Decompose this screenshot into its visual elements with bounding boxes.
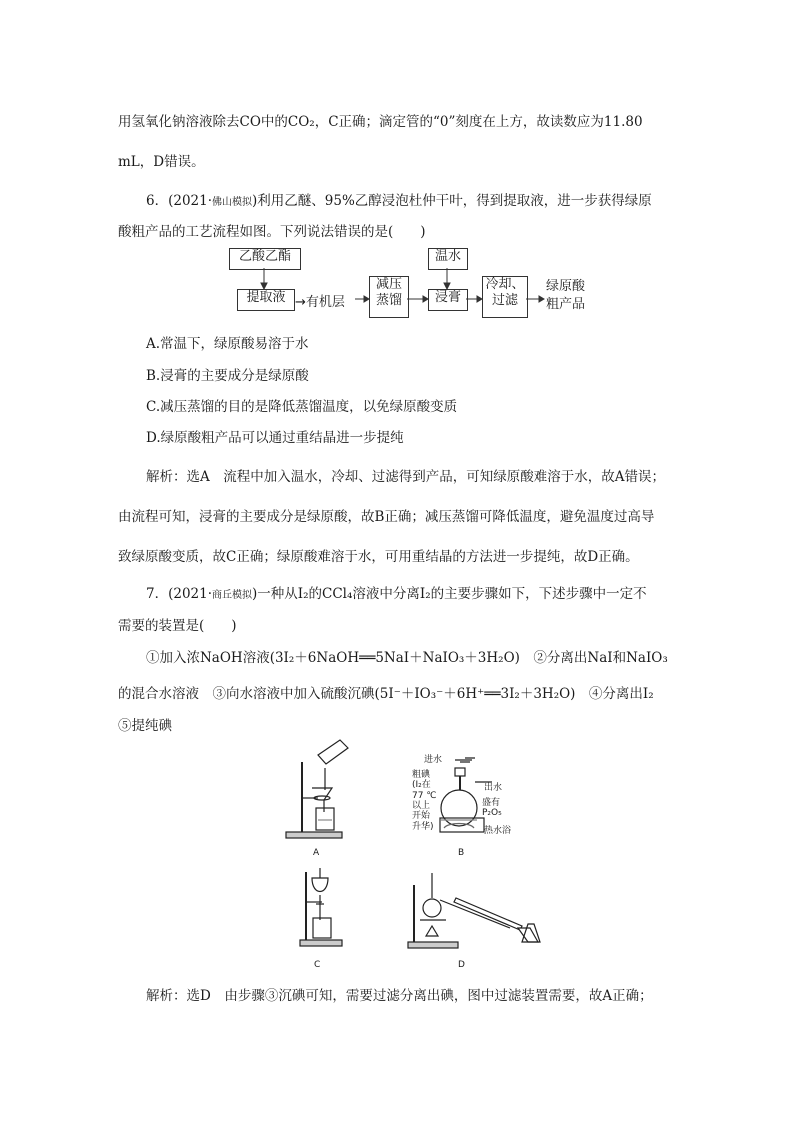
question-number: 7．(2021·	[146, 586, 213, 602]
question-6-stem-line-2: 酸粗产品的工艺流程如图。下列说法错误的是( )	[118, 224, 426, 240]
label-line: 77 ℃	[412, 790, 437, 801]
option-b: B.浸膏的主要成分是绿原酸	[146, 368, 309, 384]
question-source: 佛山模拟	[212, 197, 253, 208]
question-source: 商丘模拟	[212, 590, 253, 601]
label-line: 以上	[412, 801, 431, 812]
flow-box-ethyl-acetate: 乙酸乙酯	[229, 248, 301, 270]
question-7-stem-line-2: 需要的装置是( )	[118, 618, 237, 634]
apparatus-label-b: B	[458, 848, 465, 858]
label-line: P₂O₅	[482, 808, 502, 819]
text-line: mL，D错误。	[118, 154, 205, 170]
label-line: (I₂在	[412, 780, 431, 791]
text-line: 用氢氧化钠溶液除去CO中的CO₂，C正确；滴定管的“0”刻度在上方，故读数应为11.80	[118, 114, 643, 130]
option-d: D.绿原酸粗产品可以通过重结晶进一步提纯	[146, 430, 404, 446]
question-text: )利用乙醚、95%乙醇浸泡杜仲干叶，得到提取液，进一步获得绿原	[252, 193, 652, 209]
flow-box-paste: 浸膏	[428, 289, 468, 311]
flow-box-line: 冷却、	[485, 277, 525, 292]
step-line: ①加入浓NaOH溶液(3I₂＋6NaOH══5NaI＋NaIO₃＋3H₂O) ②分离出NaI和NaIO₃	[146, 650, 668, 666]
flow-label-organic-layer: →有机层	[295, 295, 345, 310]
step-line: ⑤提纯碘	[118, 718, 172, 734]
label-line: 盛有	[482, 798, 501, 808]
flow-box-warm-water: 温水	[428, 248, 468, 270]
flow-box-extract: 提取液	[237, 289, 295, 311]
label-line: 粗碘	[412, 770, 431, 780]
label-water-out: 出水	[484, 783, 503, 793]
apparatus-label-d: D	[458, 960, 465, 970]
step-line: 的混合水溶液 ③向水溶液中加入硫酸沉碘(5I⁻＋IO₃⁻＋6H⁺══3I₂＋3H₂O) ④分离出I₂	[118, 686, 654, 702]
label-line: 开始	[412, 811, 431, 822]
label-water-in: 进水	[424, 755, 443, 765]
apparatus-b-sublimation	[440, 758, 492, 832]
flow-box-line: 蒸馏	[375, 293, 402, 309]
answer-line: 由流程可知，浸膏的主要成分是绿原酸，故B正确；减压蒸馏可降低温度，避免温度过高导	[118, 509, 655, 525]
question-text: )一种从I₂的CCl₄溶液中分离I₂的主要步骤如下，下述步骤中一定不	[252, 586, 647, 602]
flow-label-line: 绿原酸	[546, 279, 586, 294]
apparatus-d-distillation	[408, 873, 540, 948]
apparatus-label-c: C	[314, 960, 321, 970]
flow-label-line: 粗产品	[546, 296, 586, 312]
option-a: A.常温下，绿原酸易溶于水	[146, 336, 309, 352]
question-number: 6．(2021·	[146, 193, 213, 209]
label-hot-water-bath: 热水浴	[484, 826, 512, 836]
apparatus-a-filtration	[286, 740, 348, 838]
apparatus-c-separatory-funnel	[300, 868, 342, 946]
flow-box-line: 过滤	[491, 293, 518, 309]
label-p2o5	[482, 798, 502, 819]
label-crude-iodine	[412, 770, 436, 832]
apparatus-label-a: A	[313, 848, 320, 858]
answer-line: 解析：选D 由步骤③沉碘可知，需要过滤分离出碘，图中过滤装置需要，故A正确；	[146, 988, 653, 1004]
label-line: 升华)	[412, 821, 434, 832]
flow-box-line: 减压	[375, 277, 402, 292]
answer-line: 解析：选A 流程中加入温水，冷却、过滤得到产品，可知绿原酸难溶于水，故A错误；	[146, 469, 665, 485]
option-c: C.减压蒸馏的目的是降低蒸馏温度，以免绿原酸变质	[146, 399, 458, 415]
answer-line: 致绿原酸变质，故C正确；绿原酸难溶于水，可用重结晶的方法进一步提纯，故D正确。	[118, 549, 639, 565]
